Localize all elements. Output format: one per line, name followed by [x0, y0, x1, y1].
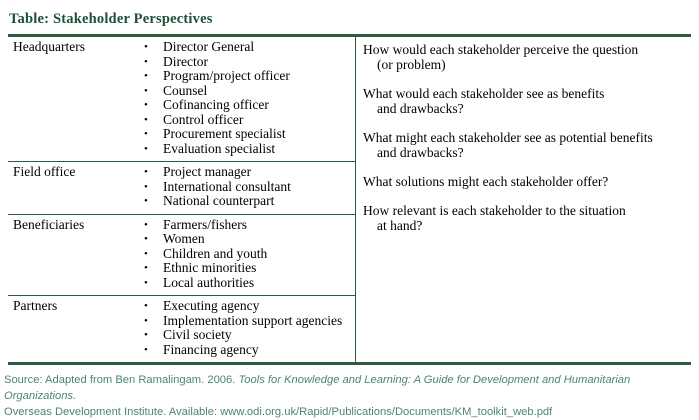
list-item-text: Director — [163, 53, 208, 69]
list-item-text: Evaluation specialist — [163, 140, 276, 156]
row-category-label: Headquarters — [13, 39, 85, 54]
list-item — [136, 232, 355, 247]
question-continuation-line: and drawbacks? — [377, 101, 464, 116]
bullet-icon: • — [144, 262, 148, 274]
questions-column — [356, 37, 691, 362]
question-continuation-line: at hand? — [377, 218, 423, 233]
list-item-text: Implementation support agencies — [163, 312, 343, 328]
list-item — [136, 84, 355, 99]
bullet-icon: • — [144, 41, 148, 53]
bullet-list — [136, 165, 355, 209]
list-item — [136, 299, 355, 314]
question-paragraph — [363, 42, 687, 72]
list-item — [136, 314, 355, 329]
list-item-text: Farmers/fishers — [163, 216, 247, 232]
list-item-text: International consultant — [163, 178, 291, 194]
bullet-icon: • — [144, 180, 148, 193]
table-row — [8, 37, 355, 161]
list-item-text: Ethnic minorities — [163, 260, 257, 275]
list-item — [136, 98, 355, 113]
list-item — [136, 40, 355, 55]
source-note — [4, 372, 691, 420]
question-paragraph — [363, 203, 687, 233]
bullet-icon: • — [144, 247, 148, 260]
list-item — [136, 165, 355, 180]
question-paragraph — [363, 174, 687, 189]
list-item-text: Control officer — [163, 111, 244, 127]
table-left-block — [8, 37, 355, 362]
bullet-icon: • — [144, 329, 148, 341]
list-item-text: Procurement specialist — [163, 126, 286, 141]
bullet-icon: • — [144, 343, 148, 356]
bullet-icon: • — [144, 84, 148, 97]
list-item — [136, 343, 355, 358]
bullet-icon: • — [144, 218, 148, 231]
list-item-text: Director General — [163, 39, 255, 54]
bullet-icon: • — [144, 233, 148, 245]
bullet-icon: • — [144, 195, 148, 207]
list-item-text: National counterpart — [163, 193, 275, 208]
table-row — [8, 161, 355, 214]
list-item-text: Financing agency — [163, 341, 259, 357]
question-continuation-line: and drawbacks? — [377, 145, 464, 160]
row-category-label: Field office — [13, 164, 76, 179]
list-item-text: Local authorities — [163, 274, 255, 290]
list-item — [136, 218, 355, 233]
list-item — [136, 113, 355, 128]
list-item — [136, 194, 355, 209]
list-item-text: Cofinancing officer — [163, 97, 269, 112]
bullet-list — [136, 218, 355, 291]
question-line: What solutions might each stakeholder offer? — [363, 174, 609, 189]
bullet-list — [136, 40, 355, 156]
question-paragraph — [363, 86, 687, 116]
question-paragraph — [363, 130, 687, 160]
question-line: How relevant is each stakeholder to the situation — [363, 203, 626, 218]
question-line: What might each stakeholder see as potential benefits — [363, 130, 653, 145]
source-line-1 — [4, 372, 691, 404]
stakeholder-table — [8, 34, 691, 365]
list-item — [136, 55, 355, 70]
bullet-list — [136, 299, 355, 357]
bullet-icon: • — [144, 99, 148, 111]
source-publication-title: Tools for Knowledge and Learning: A Guide for Development and Humanitarian Organizations. — [4, 374, 631, 402]
list-item-text: Counsel — [163, 82, 208, 98]
bullet-icon: • — [144, 314, 148, 327]
question-continuation-line: (or problem) — [377, 57, 446, 72]
list-item — [136, 247, 355, 262]
list-item-text: Civil society — [163, 327, 232, 342]
list-item — [136, 69, 355, 84]
list-item — [136, 276, 355, 291]
source-line-2: Overseas Development Institute. Available: www.odi.org.uk/Rapid/Publications/Documents/KM_toolkit_web.pdf — [4, 406, 553, 418]
list-item-text: Executing agency — [163, 298, 260, 313]
bullet-icon: • — [144, 166, 148, 178]
bullet-icon: • — [144, 55, 148, 68]
list-item — [136, 180, 355, 195]
list-item-text: Children and youth — [163, 245, 268, 261]
list-item-text: Women — [163, 231, 205, 246]
question-line: What would each stakeholder see as benefits — [363, 86, 605, 101]
row-category-label: Partners — [13, 298, 58, 313]
list-item-text: Program/project officer — [163, 68, 290, 83]
bullet-icon: • — [144, 142, 148, 155]
list-item — [136, 142, 355, 157]
bullet-icon: • — [144, 300, 148, 312]
bullet-icon: • — [144, 70, 148, 82]
source-prefix-text: Source: Adapted from Ben Ramalingam. 2006. — [4, 374, 239, 386]
bullet-icon: • — [144, 113, 148, 126]
bullet-icon: • — [144, 276, 148, 289]
question-line: How would each stakeholder perceive the question — [363, 42, 639, 57]
list-item-text: Project manager — [163, 164, 252, 179]
list-item — [136, 261, 355, 276]
table-row — [8, 214, 355, 296]
list-item — [136, 328, 355, 343]
table-title: Table: Stakeholder Perspectives — [9, 11, 213, 27]
row-category-label: Beneficiaries — [13, 216, 85, 232]
list-item — [136, 127, 355, 142]
bullet-icon: • — [144, 128, 148, 140]
table-row — [8, 295, 355, 362]
